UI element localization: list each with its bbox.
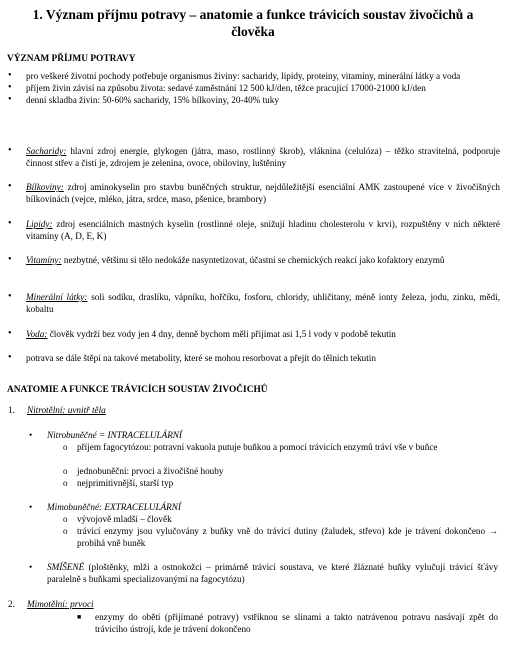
term-text: zdroj esenciálních mastných kyselin (rostlinné oleje, snižují hladinu cholesterolu v krvi), rozpuštěny v nich některé vitamíny (A, D, E, K) <box>26 219 500 241</box>
nutrient-list <box>7 181 506 205</box>
circle-bullet-icon: o <box>63 442 68 452</box>
nutrient-list <box>7 328 506 340</box>
term-label: Vitamíny: <box>26 255 62 265</box>
bullet-icon: • <box>29 562 33 572</box>
item-text: vývojově mladší – člověk <box>77 514 172 524</box>
term-label: Sacharidy: <box>26 146 67 156</box>
square-bullet-icon: ■ <box>77 613 82 621</box>
mixed-text <box>47 561 498 585</box>
term-label: Voda: <box>26 329 48 339</box>
list-item <box>77 611 498 635</box>
mixed-label: SMÍŠENÉ <box>47 562 85 572</box>
list-item: • pro veškeré životní pochody potřebuje organismus živiny: sacharidy, lipidy, proteiny, vitamíny, minerální látky a voda <box>7 70 506 82</box>
general-bullet-list <box>7 70 506 106</box>
item-text: enzymy do oběti (přijímané potravy) vstříknou se slinami a takto natrávenou potravu nasávají zpět do trávicího ústrojí, kde je trávení dokončeno <box>95 612 498 634</box>
item-number: 2. <box>8 599 15 609</box>
list-item-vitaminy <box>7 254 506 266</box>
circle-bullet-icon: o <box>63 526 68 536</box>
item-text: nejprimitivnější, starší typ <box>77 478 174 488</box>
list-item-bilkoviny <box>7 181 506 205</box>
list-item <box>63 525 498 549</box>
nutrient-list <box>7 291 506 315</box>
list-item-mineralni <box>7 291 506 315</box>
list-item-voda <box>7 328 506 340</box>
nutrient-list <box>7 145 506 169</box>
item-label: Mimotělní: prvoci <box>27 599 94 609</box>
list-item-sacharidy <box>7 145 506 169</box>
term-text: nezbytné, většinu si tělo nedokáže nasyntetizovat, účastní se chemických reakcí jako kofaktory enzymů <box>61 255 445 265</box>
sub-item-mixed <box>29 561 498 585</box>
nutrient-list <box>7 218 506 242</box>
section-heading-anatomie: ANATOMIE A FUNKCE TRÁVICÍCH SOUSTAV ŽIVOČICHŮ <box>7 385 268 395</box>
list-item: • potrava se dále štěpí na takové metabolity, které se mohou resorbovat a přejít do tělních tekutin <box>7 352 506 364</box>
circle-bullet-icon: o <box>63 478 68 488</box>
circle-bullet-icon: o <box>63 514 68 524</box>
section-heading-vyznam: VÝZNAM PŘÍJMU POTRAVY <box>7 54 136 64</box>
sub-label: Mimobuněčné: EXTRACELULÁRNÍ <box>47 502 181 512</box>
list-item: • denní skladba živin: 50-60% sacharidy, 15% bílkoviny, 20-40% tuky <box>7 94 506 106</box>
term-text: člověk vydrží bez vody jen 4 dny, denně bychom měli přijímat asi 1,5 l vody v podobě tekutin <box>47 329 396 339</box>
list-item: • příjem živin závisí na způsobu života: sedavé zaměstnání 12 500 kJ/den, těžce pracující 17000-21000 kJ/den <box>7 82 506 94</box>
nutrient-list <box>7 254 506 266</box>
term-label: Lipidy: <box>26 219 53 229</box>
bullet-icon: • <box>29 502 33 512</box>
page-title: 1. Význam příjmu potravy – anatomie a funkce trávicích soustav živočichů a člověka <box>32 7 474 39</box>
term-text: zdroj aminokyselin pro stavbu buněčných struktur, nejdůležitější esenciální AMK zastoupené více v živočišných bílkovinách (vejce, mléko, játra, srdce, maso, pšenice, brambory) <box>26 182 500 204</box>
item-text: trávicí enzymy jsou vylučovány z buňky vně do trávicí dutiny (žaludek, střevo) kde je trávení dokončeno → probíhá vně buněk <box>77 526 498 548</box>
list-item-lipidy <box>7 218 506 242</box>
item-number: 1. <box>8 405 15 415</box>
circle-bullet-icon: o <box>63 466 68 476</box>
item-label: Nitrotělní: uvnitř těla <box>27 405 106 415</box>
term-text: soli sodíku, draslíku, vápníku, hořčíku, fosforu, chloridy, uhličitany, méně ionty železa, jodu, zinku, mědi, kobaltu <box>26 292 500 314</box>
mixed-body: (ploštěnky, mlži a ostnokožci – primárně trávicí soustava, ve které žláznaté buňky vylučují trávicí šťávy paralelně s buňkami specializovanými na fagocytózu) <box>47 562 498 584</box>
bullet-icon: • <box>29 430 33 440</box>
list-item <box>63 441 498 465</box>
item-text: příjem fagocytózou: potravní vakuola putuje buňkou a pomocí trávicích enzymů tráví vše v buňce <box>77 442 438 452</box>
final-bullet-list <box>7 352 506 364</box>
item-text: jednobuněční: prvoci a živočišné houby <box>77 466 224 476</box>
term-label: Bílkoviny: <box>26 182 64 192</box>
sub-label: Nitrobuněčné = INTRACELULÁRNÍ <box>47 430 182 440</box>
term-text: hlavní zdroj energie, glykogen (játra, maso, rostlinný škrob), vláknina (celulóza) – těžko stravitelná, podporuje činnost střev a čistí je, zdrojem je zelenina, ovoce, obiloviny, luštěniny <box>26 146 500 168</box>
term-label: Minerální látky: <box>26 292 88 302</box>
